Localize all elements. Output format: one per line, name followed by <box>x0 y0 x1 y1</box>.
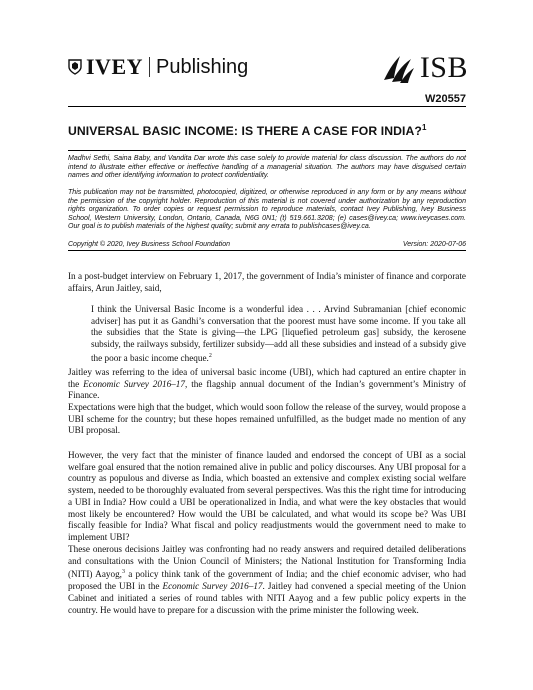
expectations-paragraph: Expectations were high that the budget, which would soon follow the release of the survey, would propose a UBI scheme for the country; but these hopes remained unfulfilled, as the budget made no mention of any UBI proposal. <box>68 402 466 436</box>
title-footnote-marker: 1 <box>421 123 427 132</box>
case-title-text: UNIVERSAL BASIC INCOME: IS THERE A CASE FOR INDIA? <box>68 124 422 139</box>
disclaimer-top-rule <box>68 150 466 151</box>
questions-paragraph: However, the very fact that the minister of finance lauded and endorsed the concept of UBI as a social welfare goal ensured that the notion remained alive in public and policy discourses. Any UBI proposal for a country as populous and diverse as India, which boasted an extensive and complex existing social welfare system, needed to be thoroughly evaluated from several perspectives. Was this the right time for introducing a UBI in India? How could a UBI be operationalized in India, and what were the key obstacles that would most likely be encountered? How would the UBI be calculated, and what would its scope be? Was UBI fiscally feasible for India? What fiscal and policy readjustments would the government need to make to implement UBI? <box>68 450 466 542</box>
ubi-reference-paragraph <box>68 367 466 402</box>
header-rule <box>68 106 466 107</box>
jaitley-quote <box>91 304 466 365</box>
logo-divider <box>149 57 150 77</box>
ivey-shield-icon <box>68 59 82 75</box>
p2-text-a: Jaitley was referring to the idea of universal basic income (UBI), which had captured an entire chapter in the <box>68 367 466 389</box>
case-number: W20557 <box>425 93 466 105</box>
isb-wordmark: ISB <box>419 51 468 84</box>
version-text: Version: 2020-07-06 <box>402 241 466 248</box>
p5-footnote-marker: 3 <box>121 569 125 576</box>
authors-disclaimer: Madhvi Sethi, Saina Baby, and Vandita Dar wrote this case solely to provide material for class discussion. The authors do not intend to illustrate either effective or ineffective handling of a managerial situation. The authors may have disguised certain names and other identifying information to protect confidentiality. <box>68 155 466 180</box>
copyright-row <box>68 241 466 248</box>
p5-text-c: . Jaitley had convened a special meeting of the Union Cabinet and initiated a series of round tables with NITI Aayog and a few public policy experts in the country. He would have to prepare for a discussion with the prime minister the following week. <box>68 581 466 615</box>
ivey-wordmark: IVEY <box>86 54 144 79</box>
case-title <box>68 123 466 138</box>
p2-survey-title: Economic Survey 2016–17 <box>83 378 185 389</box>
p5-text-b: a policy think tank of the government of India; and the chief economic adviser, who had proposed the UBI in the <box>68 569 466 592</box>
disclaimer-bottom-rule <box>68 250 466 251</box>
publishing-wordmark: Publishing <box>156 55 249 78</box>
copyright-text: Copyright © 2020, Ivey Business School Foundation <box>68 241 230 248</box>
page-header <box>68 50 468 90</box>
isb-logo <box>380 50 468 86</box>
p2-text-b: , the flagship annual document of the Indian’s government’s Ministry of Finance. <box>68 378 466 401</box>
quote-footnote-marker: 2 <box>208 352 212 359</box>
p5-text-a: These onerous decisions Jaitley was confronting had no ready answers and required detailed deliberations and consultations with the Union Council of Ministers; the National Institution for Transforming India (NITI) Aayog, <box>68 544 466 580</box>
ivey-publishing-logo <box>68 54 248 80</box>
permission-notice: This publication may not be transmitted, photocopied, digitized, or otherwise reproduced in any form or by any means without the permission of the copyright holder. Reproduction of this material is not covered under authorization by any reproduction rights organization. To order copies or request permission to reproduce materials, contact Ivey Publishing, Ivey Business School, Western University, London, Ontario, Canada, N6G 0N1; (t) 519.661.3208; (e) cases@ivey.ca; www.iveycases.com. Our goal is to publish materials of the highest quality; submit any errata to publishcases@ivey.ca. <box>68 189 466 231</box>
quote-text: I think the Universal Basic Income is a wonderful idea . . . Arvind Subramanian [chief economic adviser] has put it as Gandhi’s conversation that the poorest must have some income. If you take all the subsidies that the State is giving—the LPG [liquefied petroleum gas] subsidy, the kerosene subsidy, the railways subsidy, fertilizer subsidy—add all these subsidies and instead of a subsidy give the poor a basic income cheque. <box>91 304 466 363</box>
intro-paragraph: In a post-budget interview on February 1, 2017, the government of India’s minister of finance and corporate affairs, Arun Jaitley, said, <box>68 271 466 293</box>
decisions-paragraph <box>68 544 466 616</box>
p5-survey-title: Economic Survey 2016–17 <box>162 581 263 592</box>
isb-emblem-icon <box>380 50 416 86</box>
